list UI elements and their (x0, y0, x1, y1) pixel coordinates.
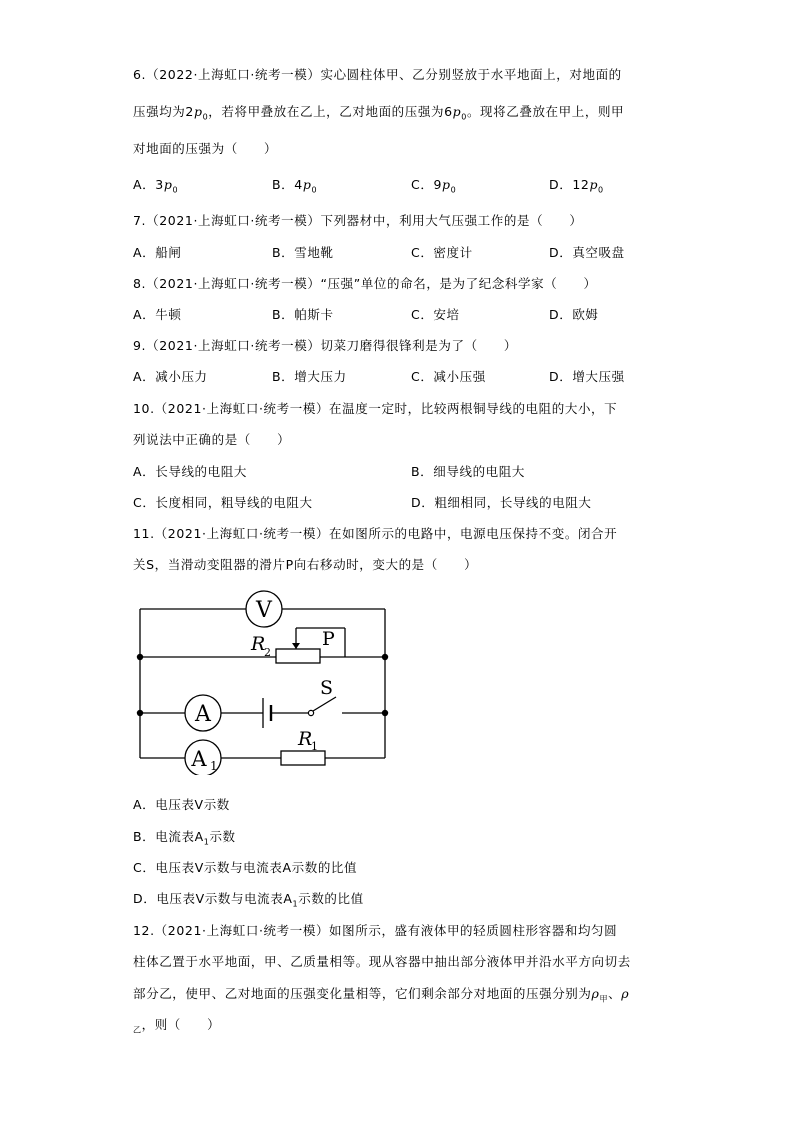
q12-line-4: $_乙$，则（ ） (133, 1017, 221, 1035)
q12-line-3: 部分乙，使甲、乙对地面的压强变化量相等，它们剩余部分对地面的压强分别为$\rho_甲$、ρ (133, 986, 630, 1004)
q11-option-d: D．电压表V示数与电流表$A_1$示数的比值 (133, 891, 364, 909)
q6-symbol-p: p (452, 104, 462, 119)
q11-option-c: C．电压表V示数与电流表A示数的比值 (133, 860, 358, 875)
q6-sub: 0 (461, 112, 467, 122)
q10-option-b: B．细导线的电阻大 (411, 464, 525, 479)
r1-sub: 1 (311, 740, 318, 753)
q7-option-b: B．雪地靴 (272, 245, 334, 260)
q9-stem: 9.（2021·上海虹口·统考一模）切菜刀磨得很锋利是为了（ ） (133, 338, 517, 353)
q11-option-b: B．电流表$A_1$示数 (133, 829, 236, 847)
slider-arrow-icon (292, 643, 300, 649)
ammeter-a1-sub: 1 (210, 759, 218, 773)
q6-option-b: B．$4p_0$ (272, 177, 318, 195)
q9-option-c: C．减小压强 (411, 369, 486, 384)
ammeter-a1-label: A (191, 747, 207, 771)
slider-p-label: P (322, 628, 335, 650)
junction-dot (137, 654, 143, 660)
q6-text-a: 压强均为2 (133, 104, 194, 119)
switch-s-label: S (320, 677, 334, 699)
switch-blade (313, 697, 336, 711)
voltmeter-label: V (256, 598, 272, 623)
q10-line-1: 10.（2021·上海虹口·统考一模）在温度一定时，比较两根铜导线的电阻的大小，下 (133, 401, 618, 416)
r2-label: R (251, 633, 266, 655)
q11-line-1: 11.（2021·上海虹口·统考一模）在如图所示的电路中，电源电压保持不变。闭合开 (133, 526, 618, 541)
junction-dot (382, 654, 388, 660)
rho-symbol: ρ (621, 986, 630, 1001)
q6-sub: 0 (202, 112, 209, 122)
q11-circuit-diagram (130, 590, 400, 775)
junction-dot (137, 710, 143, 716)
q8-option-d: D．欧姆 (549, 307, 599, 322)
q7-option-c: C．密度计 (411, 245, 473, 260)
q8-stem: 8.（2021·上海虹口·统考一模）“压强”单位的命名，是为了纪念科学家（ ） (133, 276, 597, 291)
q11-option-a: A．电压表V示数 (133, 797, 230, 812)
r2-resistor (276, 649, 320, 663)
q6-option-d: D．$12p_0$ (549, 177, 604, 195)
q12-line-2: 柱体乙置于水平地面，甲、乙质量相等。现从容器中抽出部分液体甲并沿水平方向切去 (133, 954, 631, 969)
q6-option-c: C．$9p_0$ (411, 177, 457, 195)
q7-option-a: A．船闸 (133, 245, 182, 260)
q8-option-b: B．帕斯卡 (272, 307, 334, 322)
q7-stem: 7.（2021·上海虹口·统考一模）下列器材中，利用大气压强工作的是（ ） (133, 213, 583, 228)
switch-contact (308, 710, 313, 715)
q9-option-d: D．增大压强 (549, 369, 625, 384)
r1-label: R (298, 728, 313, 750)
q6-line-3: 对地面的压强为（ ） (133, 141, 278, 156)
q9-option-b: B．增大压力 (272, 369, 347, 384)
q6-line-1: 6.（2022·上海虹口·统考一模）实心圆柱体甲、乙分别竖放于水平地面上，对地面的 (133, 67, 622, 82)
ammeter-a-label: A (195, 702, 211, 727)
q10-option-c: C．长度相同，粗导线的电阻大 (133, 495, 313, 510)
junction-dot (382, 710, 388, 716)
q6-symbol-p: p (193, 104, 203, 119)
q6-option-a: A．$3p_0$ (133, 177, 179, 195)
rho-symbol: ρ (591, 986, 600, 1001)
q12-line-1: 12.（2021·上海虹口·统考一模）如图所示，盛有液体甲的轻质圆柱形容器和均匀圆 (133, 923, 618, 938)
q11-line-2: 关S，当滑动变阻器的滑片P向右移动时，变大的是（ ） (133, 557, 478, 572)
r1-resistor (281, 751, 325, 765)
q8-option-c: C．安培 (411, 307, 460, 322)
q10-line-2: 列说法中正确的是（ ） (133, 432, 291, 447)
q6-text-c: 。现将乙叠放在甲上，则甲 (466, 104, 625, 119)
q9-option-a: A．减小压力 (133, 369, 208, 384)
q8-option-a: A．牛顿 (133, 307, 182, 322)
q6-text-b: ，若将甲叠放在乙上，乙对地面的压强为6 (208, 104, 453, 119)
q6-line-2 (133, 104, 624, 126)
r2-sub: 2 (264, 646, 271, 659)
q10-option-a: A．长导线的电阻大 (133, 464, 247, 479)
q10-option-d: D．粗细相同，长导线的电阻大 (411, 495, 592, 510)
q7-option-d: D．真空吸盘 (549, 245, 625, 260)
